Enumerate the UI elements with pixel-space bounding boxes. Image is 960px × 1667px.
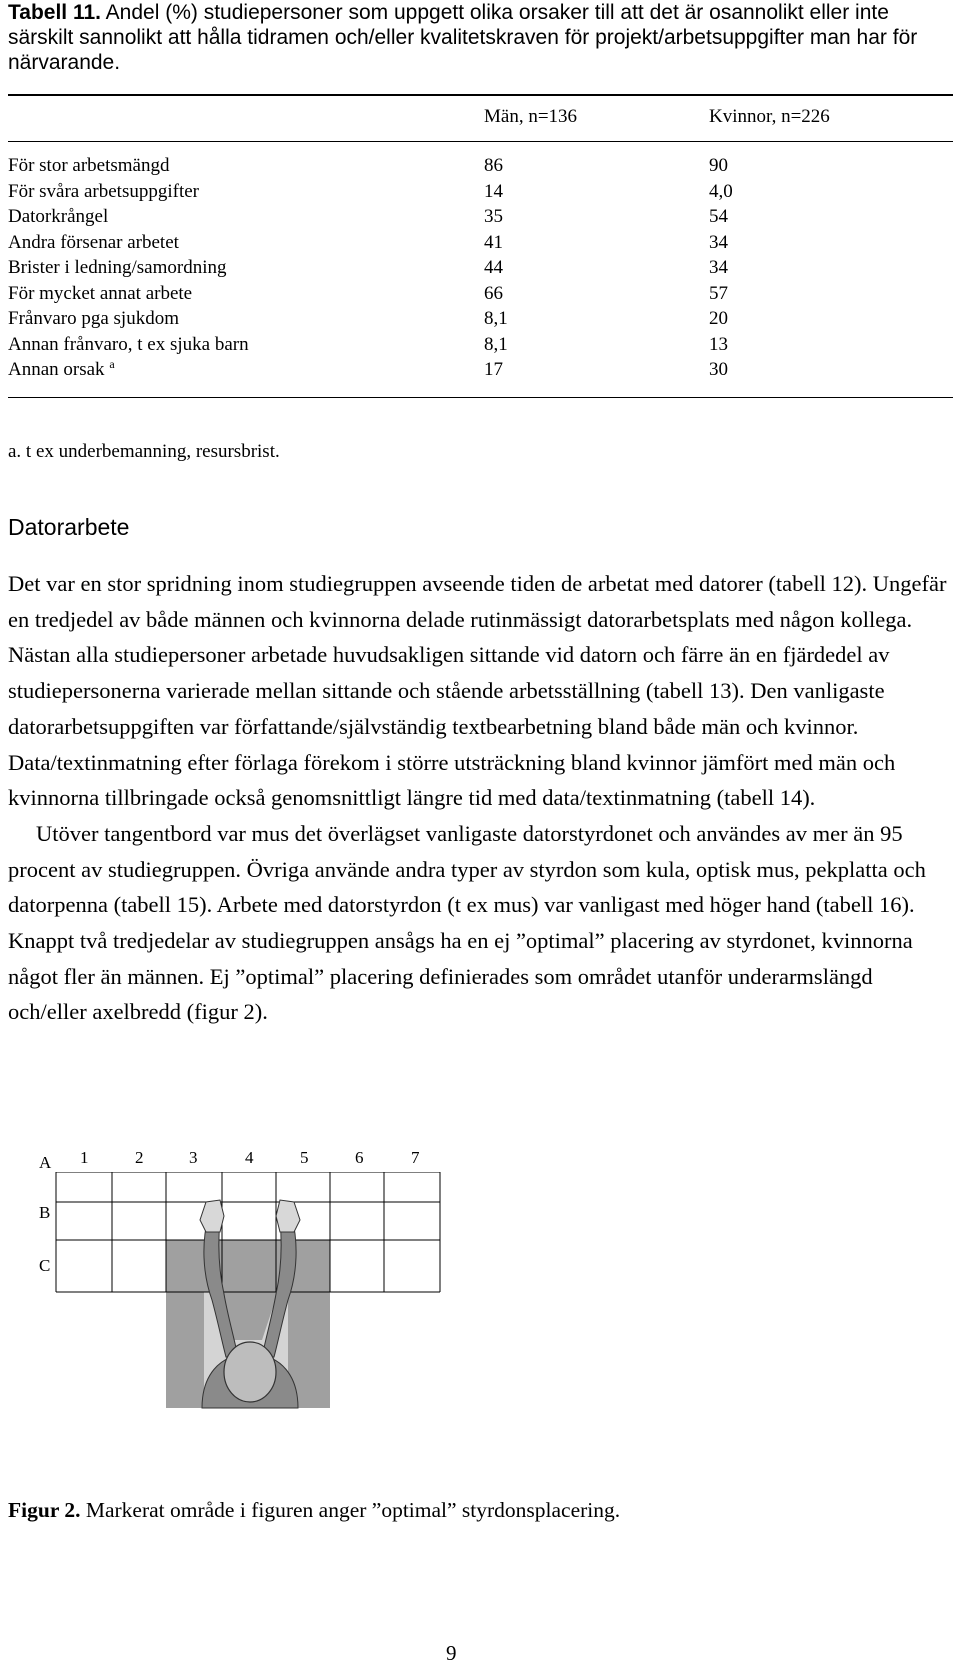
row-label: Brister i ledning/samordning xyxy=(8,257,227,278)
column-header-men: Män, n=136 xyxy=(484,106,578,127)
column-label: 6 xyxy=(355,1148,364,1167)
table-header-rule xyxy=(8,141,953,142)
row-label-c: C xyxy=(39,1256,51,1275)
row-label: Andra försenar arbetet xyxy=(8,231,179,253)
figure-caption-label: Figur 2. xyxy=(8,1498,81,1522)
column-header-women: Kvinnor, n=226 xyxy=(709,106,830,127)
row-label: Annan orsak xyxy=(8,359,105,380)
row-label: För stor arbetsmängd xyxy=(8,155,170,176)
row-value-men: 14 xyxy=(484,180,503,202)
table-caption-label: Tabell 11. xyxy=(8,1,101,24)
row-value-men: 17 xyxy=(484,359,503,380)
row-label: Annan frånvaro, t ex sjuka barn xyxy=(8,333,249,355)
body-text xyxy=(8,566,953,1030)
desk-grid-diagram xyxy=(30,1172,460,1412)
row-value-women: 34 xyxy=(709,231,728,253)
row-value-women: 13 xyxy=(709,333,728,355)
row-value-women: 20 xyxy=(709,308,728,329)
row-value-men: 35 xyxy=(484,206,503,227)
table-footnote: a. t ex underbemanning, resursbrist. xyxy=(8,441,280,462)
table-caption xyxy=(8,0,953,75)
row-value-women: 4,0 xyxy=(709,180,733,202)
row-value-men: 66 xyxy=(484,282,503,304)
row-label: För mycket annat arbete xyxy=(8,282,193,304)
table-top-rule xyxy=(8,94,953,96)
row-label-with-note xyxy=(8,359,115,381)
row-label: Frånvaro pga sjukdom xyxy=(8,308,179,329)
column-label: 2 xyxy=(135,1148,144,1167)
column-label: 7 xyxy=(411,1148,420,1167)
row-value-women: 57 xyxy=(709,282,728,304)
row-label-a: A xyxy=(39,1153,52,1172)
row-value-women: 30 xyxy=(709,359,728,380)
row-value-men: 8,1 xyxy=(484,308,508,329)
section-heading: Datorarbete xyxy=(8,514,130,540)
row-value-women: 54 xyxy=(709,206,728,227)
table-caption-text: Andel (%) studiepersoner som uppgett olika orsaker till att det är osannolikt eller inte särskilt sannolikt att hålla tidramen och/eller kvalitetskraven för projekt/arbetsuppgifter man har för närvarande. xyxy=(8,1,918,74)
page-number: 9 xyxy=(446,1641,457,1665)
row-label: För svåra arbetsuppgifter xyxy=(8,180,199,202)
column-label: 5 xyxy=(300,1148,309,1167)
table-bottom-rule xyxy=(8,397,953,398)
row-value-men: 8,1 xyxy=(484,333,508,355)
figure-caption-text: Markerat område i figuren anger ”optimal” styrdonsplacering. xyxy=(80,1498,621,1522)
column-label: 4 xyxy=(245,1148,254,1167)
row-value-men: 44 xyxy=(484,257,503,278)
row-value-men: 86 xyxy=(484,155,503,176)
row-value-men: 41 xyxy=(484,231,503,253)
row-value-women: 90 xyxy=(709,155,728,176)
paragraph: Utöver tangentbord var mus det överlägset vanligaste datorstyrdonet och användes av mer än 95 procent av studiegruppen. Övriga använde andra typer av styrdon som kula, optisk mus, pekplatta och datorpenna (tabell 15). Arbete med datorstyrdon (t ex mus) var vanligast med höger hand (tabell 16). Knappt två tredjedelar av studiegruppen ansågs ha en ej ”optimal” placering av styrdonet, kvinnorna något fler än männen. Ej ”optimal” placering definierades som området utanför underarmslängd och/eller axelbredd (figur 2). xyxy=(8,820,926,1025)
row-label-b: B xyxy=(39,1203,51,1222)
paragraph: Det var en stor spridning inom studiegruppen avseende tiden de arbetat med datorer (tabell 12). Ungefär en tredjedel av både männen och kvinnorna delade rutinmässigt datorarbetsplats med någon kollega. Nästan alla studiepersoner arbetade huvudsakligen sittande vid datorn och färre än en fjärdedel av studiepersonerna varierade mellan sittande och stående arbetsställning (tabell 13). Den vanligaste datorarbetsuppgiften var författande/självständig textbearbetning bland både män och kvinnor. Data/textinmatning efter förlaga förekom i större utsträckning bland kvinnor jämfört med män och kvinnorna tillbringade också genomsnittligt längre tid med data/textinmatning (tabell 14). xyxy=(8,571,947,811)
column-label: 1 xyxy=(80,1148,89,1167)
figure-caption xyxy=(8,1497,620,1523)
column-label: 3 xyxy=(189,1148,198,1167)
row-label: Datorkrångel xyxy=(8,206,109,227)
footnote-marker: a xyxy=(109,357,115,371)
row-value-women: 34 xyxy=(709,257,728,278)
figure-2 xyxy=(30,1148,460,1417)
